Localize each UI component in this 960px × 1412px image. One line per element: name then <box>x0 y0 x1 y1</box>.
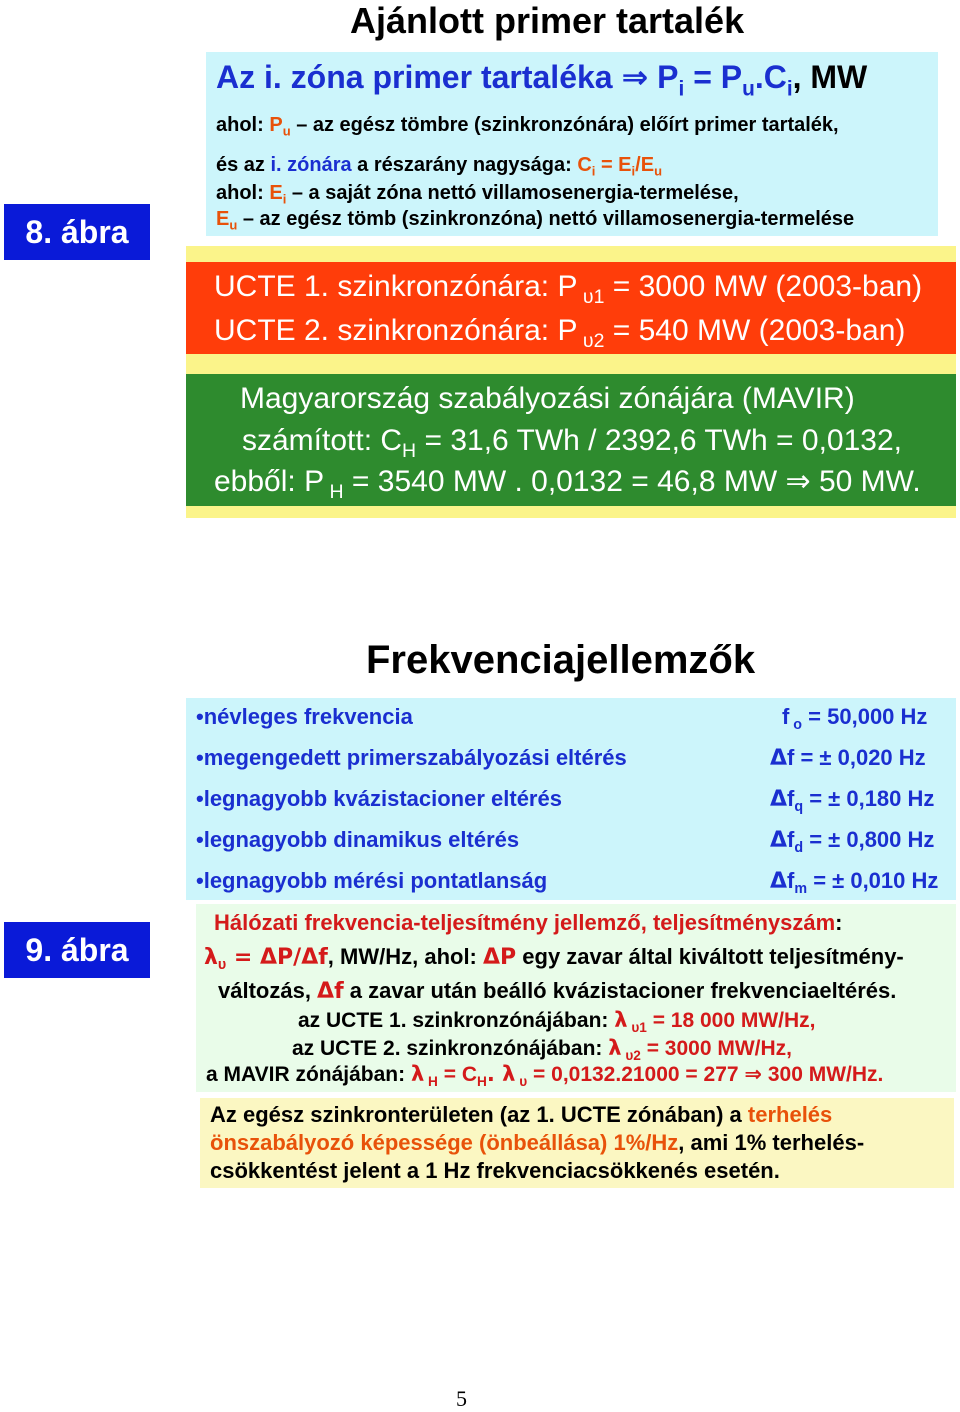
self-regulation-line2: önszabályozó képessége (önbeállása) 1%/Hz, ami 1% terhelés- <box>210 1130 865 1155</box>
lambda-heading: Hálózati frekvencia-teljesítmény jellemző, teljesítményszám: <box>214 910 843 935</box>
implies-arrow-icon: ⇒ <box>785 464 811 499</box>
self-regulation-box <box>200 1098 954 1188</box>
ucte1-line: UCTE 1. szinkronzónára: P $_{\upsilon 1}$ = 3000 MW (2003-ban) <box>214 270 923 308</box>
freq-value: $\Delta f_m$ = ± 0,010 Hz <box>770 868 939 897</box>
fig8-line2: és az i. zónára a részarány nagysága: $C_i = E_i/E_u$ <box>216 154 663 179</box>
mavir-line3: ebből: P $_H$ = 3540 MW . 0,0132 = 46,8 MW ⇒ 50 MW. <box>214 464 921 503</box>
ucte2-line: UCTE 2. szinkronzónára: P $_{\upsilon 2}$ = 540 MW (2003-ban) <box>214 314 906 352</box>
freq-value: Δf = ± 0,020 Hz <box>770 745 926 771</box>
lambda-definition: $\lambda_\upsilon = \Delta P/\Delta f$, MW/Hz, ahol: ΔP egy zavar által kiváltott teljesítmény- <box>204 944 904 973</box>
freq-item: •legnagyobb mérési pontatlanság <box>196 868 548 893</box>
lambda-explanation: változás, Δf a zavar után beálló kvázistacioner frekvenciaeltérés. <box>218 978 897 1004</box>
fig8-title: Ajánlott primer tartalék <box>350 0 745 41</box>
freq-value: f $_o$ = 50,000 Hz <box>782 704 928 733</box>
page-number: 5 <box>456 1386 467 1411</box>
lambda-ucte2: az UCTE 2. szinkronzónájában: λ $_{\upsilon 2}$ = 3000 MW/Hz, <box>292 1036 792 1063</box>
fig8-mavir-panel <box>186 374 956 506</box>
self-regulation-line3: csökkentést jelent a 1 Hz frekvenciacsökkenés esetén. <box>210 1158 780 1183</box>
freq-item: •legnagyobb dinamikus eltérés <box>196 827 520 852</box>
fig8-formula-lead: Az i. zóna primer tartaléka <box>216 59 613 95</box>
fig8-label: 8. ábra <box>4 204 150 260</box>
fig8-line4: $E_u$ – az egész tömb (szinkronzóna) nettó villamosenergia-termelése <box>216 208 855 233</box>
fig9-label: 9. ábra <box>4 922 150 978</box>
fig8-definition-box <box>206 52 938 236</box>
fig8-formula: Az i. zóna primer tartaléka ⇒ $P_i = P_u.C_i$, MW <box>216 58 868 101</box>
lambda-ucte1: az UCTE 1. szinkronzónájában: λ $_{\upsilon 1}$ = 18 000 MW/Hz, <box>298 1008 816 1035</box>
fig9-title: Frekvenciajellemzők <box>366 638 756 682</box>
freq-item: •legnagyobb kvázistacioner eltérés <box>196 786 562 811</box>
freq-item: •megengedett primerszabályozási eltérés <box>196 745 627 770</box>
lambda-mavir: a MAVIR zónájában: λ $_H = C_H$. λ $_\upsilon$ = 0,0132.21000 = 277 ⇒ 300 MW/Hz. <box>206 1062 884 1089</box>
freq-item: •névleges frekvencia <box>196 704 413 729</box>
mavir-line1: Magyarország szabályozási zónájára (MAVIR) <box>240 382 855 415</box>
mavir-line2: számított: $C_H = 31,6$ TWh / 2392,6 TWh = 0,0132, <box>242 424 902 462</box>
implies-arrow-icon: ⇒ <box>744 1062 763 1086</box>
fig8-line1: ahol: $P_u$ – az egész tömbre (szinkronzónára) előírt primer tartalék, <box>216 114 839 139</box>
freq-value: $\Delta f_d$ = ± 0,800 Hz <box>770 827 935 856</box>
self-regulation-line1: Az egész szinkronterületen (az 1. UCTE zónában) a terhelés <box>210 1102 833 1127</box>
fig8-ucte-panel <box>186 262 956 354</box>
lambda-box <box>196 904 956 1092</box>
freq-value: $\Delta f_q$ = ± 0,180 Hz <box>770 786 935 815</box>
fig8-line3: ahol: $E_i$ – a saját zóna nettó villamosenergia-termelése, <box>216 182 739 207</box>
implies-arrow-icon: ⇒ <box>621 58 649 96</box>
